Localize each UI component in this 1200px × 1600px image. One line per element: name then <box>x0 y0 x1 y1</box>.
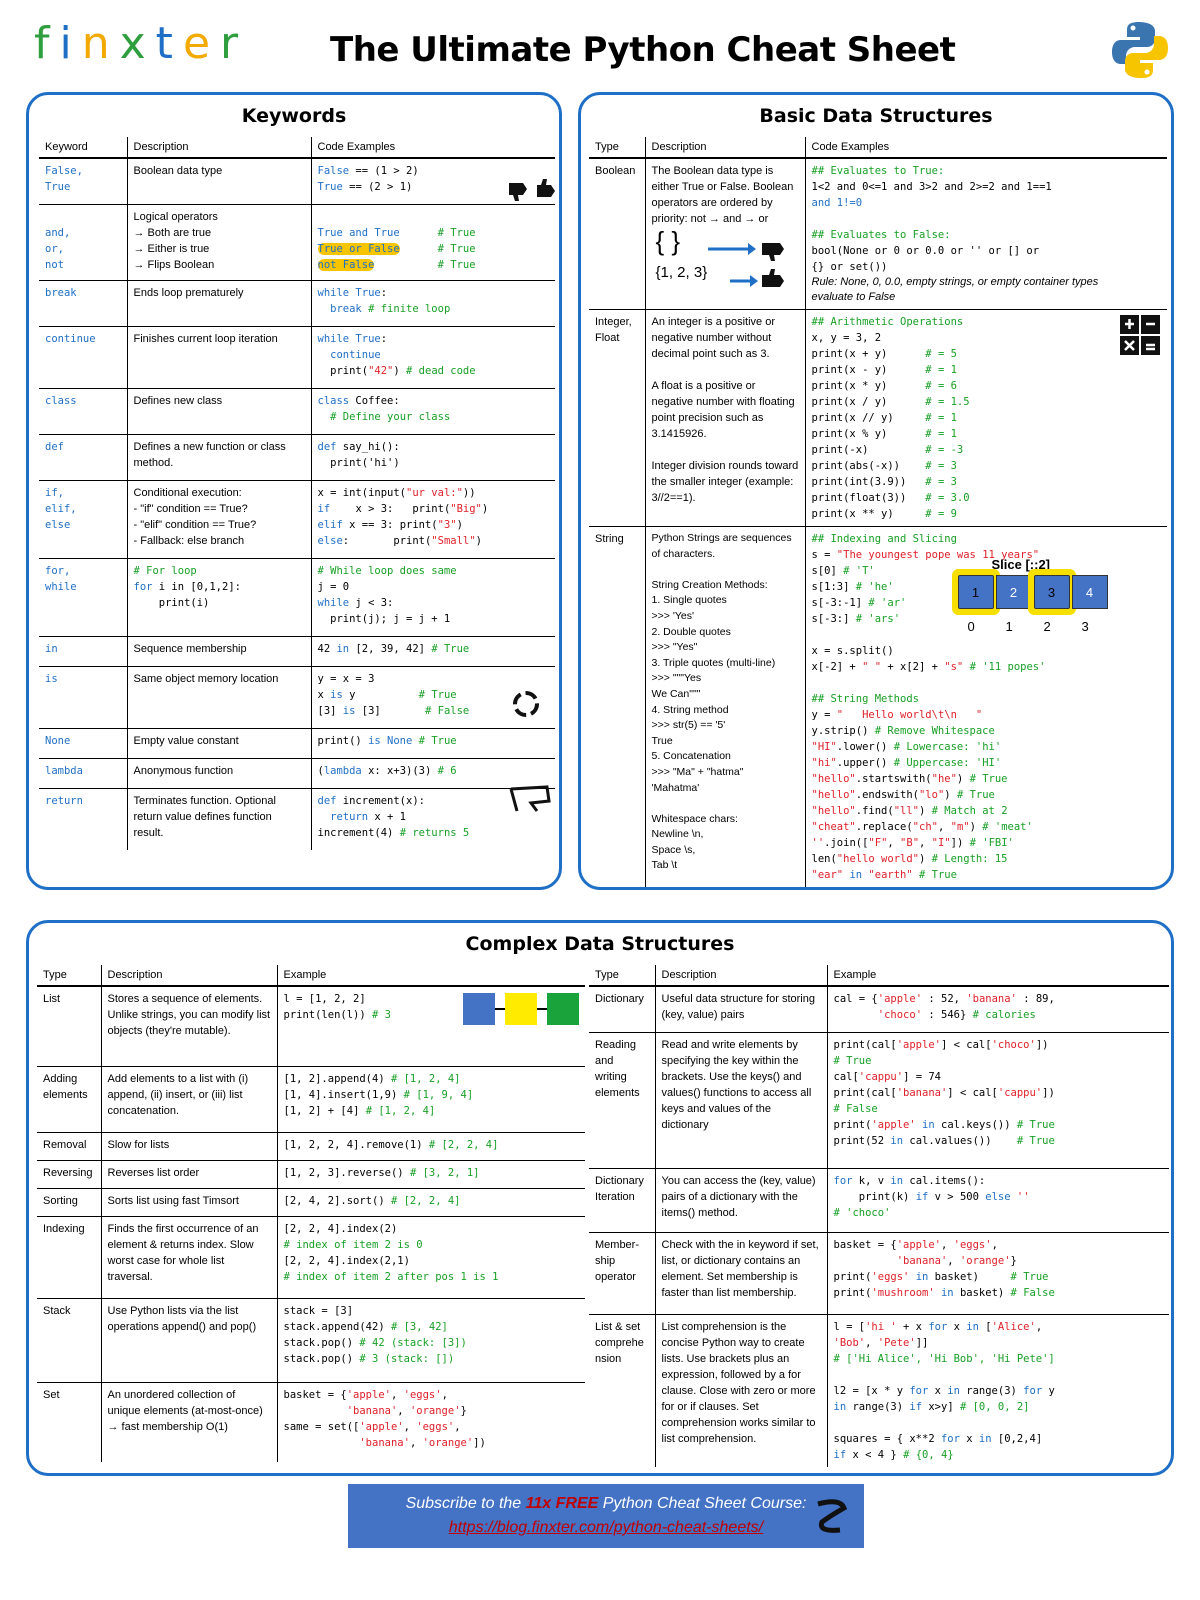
finxter-logo: finxter <box>34 18 249 69</box>
table-row <box>589 310 1167 527</box>
code-cell: (lambda x: x+3)(3) # 6 <box>311 758 555 788</box>
keywords-title: Keywords <box>241 105 347 127</box>
type-cell: Removal <box>37 1132 101 1160</box>
nonempty-set: {1, 2, 3} <box>655 264 708 281</box>
keyword-cell: if, elif, else <box>39 480 127 558</box>
description-cell: Defines a new function or class method. <box>127 434 311 480</box>
code-cell: [1, 2].append(4) # [1, 2, 4] [1, 4].insert(1,9) # [1, 9, 4] [1, 2] + [4] # [1, 2, 4] <box>277 1066 585 1132</box>
code-cell: [2, 2, 4].index(2) # index of item 2 is 0 [2, 2, 4].index(2,1) # index of item 2 after pos 1 is 1 <box>277 1216 585 1298</box>
table-row <box>39 280 555 326</box>
description-cell: Check with the in keyword if set, list, or dictionary contains an element. Set membership is faster than list membership. <box>655 1232 827 1314</box>
description-cell: Sequence membership <box>127 636 311 666</box>
keyword-cell: continue <box>39 326 127 388</box>
list-blocks-icon <box>463 993 581 1027</box>
code-cell: False == (1 > 2) True == (2 > 1) <box>311 158 555 204</box>
description-cell: Boolean data type <box>127 158 311 204</box>
code-cell: cal = {'apple' : 52, 'banana' : 89, 'choco' : 546} # calories <box>827 986 1169 1032</box>
description-cell: Reverses list order <box>101 1160 277 1188</box>
description-cell: Ends loop prematurely <box>127 280 311 326</box>
code-cell: y = x = 3 x is y # True [3] is [3] # False <box>311 666 555 728</box>
table-row <box>37 1298 585 1382</box>
code-cell: while True: continue print("42") # dead code <box>311 326 555 388</box>
keyword-cell: return <box>39 788 127 850</box>
type-cell: Indexing <box>37 1216 101 1298</box>
table-row <box>589 527 1167 888</box>
keyword-cell: False, True <box>39 158 127 204</box>
code-cell: 42 in [2, 39, 42] # True <box>311 636 555 666</box>
keyword-cell: None <box>39 728 127 758</box>
table-row <box>39 480 555 558</box>
slice-index: 2 <box>1043 619 1051 634</box>
calculator-icon <box>1119 314 1161 356</box>
subscribe-banner: Subscribe to the 11x FREE Python Cheat Sheet Course: https://blog.finxter.com/python-cheat-sheets/ <box>348 1484 864 1548</box>
col-header: Type <box>589 137 645 158</box>
code-cell: [2, 4, 2].sort() # [2, 2, 4] <box>277 1188 585 1216</box>
course-link[interactable]: https://blog.finxter.com/python-cheat-sheets/ <box>448 1519 764 1536</box>
complex-title: Complex Data Structures <box>465 933 735 955</box>
for-loop-code: # For loop for i in [0,1,2]: print(i) <box>127 558 311 636</box>
code-cell: print() is None # True <box>311 728 555 758</box>
keyword-cell: for, while <box>39 558 127 636</box>
code-cell: basket = {'apple', 'eggs', 'banana', 'orange'} same = set(['apple', 'eggs', 'banana', 'orange']) <box>277 1382 585 1462</box>
keyword-cell: in <box>39 636 127 666</box>
code-cell: print(cal['apple'] < cal['choco']) # True cal['cappu'] = 74 print(cal['banana'] < cal['cappu']) # False print('apple' in cal.keys()) # True print(52 in cal.values()) # True <box>827 1032 1169 1168</box>
type-cell: Dictionary Iteration <box>589 1168 655 1232</box>
col-header: Description <box>655 965 827 986</box>
code-cell: [1, 2, 2, 4].remove(1) # [2, 2, 4] <box>277 1132 585 1160</box>
complex-data-structures-panel <box>26 920 1174 1476</box>
keyword-cell: class <box>39 388 127 434</box>
code-cell: stack = [3] stack.append(42) # [3, 42] stack.pop() # 42 (stack: [3]) stack.pop() # 3 (stack: []) <box>277 1298 585 1382</box>
type-cell: Boolean <box>589 158 645 310</box>
table-row <box>39 758 555 788</box>
type-cell: Sorting <box>37 1188 101 1216</box>
code-cell: def increment(x): return x + 1 increment(4) # returns 5 <box>311 788 555 850</box>
code-cell: class Coffee: # Define your class <box>311 388 555 434</box>
description-cell: Python Strings are sequences of characters. String Creation Methods: 1. Single quotes >>> 'Yes' 2. Double quotes >>> "Yes" 3. Triple quotes (multi-line) >>> """Yes We Can""" 4. String method >>> str(5) == '5' True 5. Concatenation >>> "Ma" + "hatma" 'Mahatma' Whitespace chars: Newline \n, Space \s, Tab \t <box>645 527 805 888</box>
table-row <box>37 986 585 1066</box>
complex-left-table <box>37 965 585 1462</box>
table-row <box>589 1168 1169 1232</box>
description-cell: Empty value constant <box>127 728 311 758</box>
keyword-cell: is <box>39 666 127 728</box>
keyword-cell: def <box>39 434 127 480</box>
python-logo-icon <box>1108 18 1172 82</box>
description-cell: Read and write elements by specifying the key within the brackets. Use the keys() and values() functions to access all keys and values of the dictionary <box>655 1032 827 1168</box>
col-header: Example <box>827 965 1169 986</box>
description-cell: Anonymous function <box>127 758 311 788</box>
basic-data-structures-panel <box>578 92 1174 890</box>
keyword-cell: lambda <box>39 758 127 788</box>
type-cell: List <box>37 986 101 1066</box>
type-cell: Set <box>37 1382 101 1462</box>
complex-right-table <box>589 965 1169 1467</box>
type-cell: Stack <box>37 1298 101 1382</box>
col-header: Description <box>127 137 311 158</box>
description-cell: Use Python lists via the list operations append() and pop() <box>101 1298 277 1382</box>
lambda-sign-icon <box>507 783 553 813</box>
slice-index: 1 <box>1005 619 1013 634</box>
type-cell: List & set comprehe nsion <box>589 1314 655 1467</box>
code-cell: basket = {'apple', 'eggs', 'banana', 'orange'} print('eggs' in basket) # True print('mushroom' in basket) # False <box>827 1232 1169 1314</box>
description-cell: List comprehension is the concise Python way to create lists. Use brackets plus an expression, followed by a for clause. Close with zero or more for or if clauses. Set comprehension works similar to list comprehension. <box>655 1314 827 1467</box>
table-row <box>39 666 555 728</box>
code-cell: l = ['hi ' + x for x in ['Alice', 'Bob', 'Pete']] # ['Hi Alice', 'Hi Bob', 'Hi Pete'] l2 = [x * y for x in range(3) for y in range(3) if x>y] # [0, 0, 2] squares = { x**2 for x in [0,2,4] if x < 4 } # {0, 4} <box>827 1314 1169 1467</box>
type-cell: Reading and writing elements <box>589 1032 655 1168</box>
slice-cell: 1 <box>958 575 994 609</box>
col-header: Keyword <box>39 137 127 158</box>
table-row <box>37 1066 585 1132</box>
page-title: The Ultimate Python Cheat Sheet <box>330 30 956 70</box>
table-row <box>589 1032 1169 1168</box>
description-cell: Useful data structure for storing (key, value) pairs <box>655 986 827 1032</box>
keywords-panel <box>26 92 562 890</box>
description-cell: Sorts list using fast Timsort <box>101 1188 277 1216</box>
code-cell: ## Evaluates to True: 1<2 and 0<=1 and 3>2 and 2>=2 and 1==1 and 1!=0 ## Evaluates to False: bool(None or 0 or 0.0 or '' or [] or {} or set()) Rule: None, 0, 0.0, empty strings, or empty container types evaluate to False <box>805 158 1167 310</box>
code-cell: ## Indexing and Slicing s = "The youngest pope was 11 years" s[0] # 'T' s[1:3] # 'he' s[-3:-1] # 'ar' s[-3:] # 'ars' x = s.split() x[-2] + " " + x[2] + "s" # '11 popes' ## String Methods y = " Hello world\t\n " y.strip() # Remove Whitespace "HI".lower() # Lowercase: 'hi' "hi".upper() # Uppercase: 'HI' "hello".startswith("he") # True "hello".endswith("lo") # True "hello".find("ll") # Match at 2 "cheat".replace("ch", "m") # 'meat' ''.join(["F", "B", "I"]) # 'FBI' len("hello world") # Length: 15 "ear" in "earth" # True Slice [::2] 1 2 3 4 0 1 2 3 <box>805 527 1167 888</box>
description-cell: Finishes current loop iteration <box>127 326 311 388</box>
description-cell: Same object memory location <box>127 666 311 728</box>
code-cell: l = [1, 2, 2] print(len(l)) # 3 <box>277 986 585 1066</box>
table-row <box>589 1232 1169 1314</box>
description-cell: The Boolean data type is either True or False. Boolean operators are ordered by priority: not → and → or { } {1, 2, 3} <box>645 158 805 310</box>
description-cell: You can access the (key, value) pairs of a dictionary with the items() method. <box>655 1168 827 1232</box>
code-cell: [1, 2, 3].reverse() # [3, 2, 1] <box>277 1160 585 1188</box>
table-row <box>589 158 1167 310</box>
description-cell: An unordered collection of unique elements (at-most-once) → fast membership O(1) <box>101 1382 277 1462</box>
description-cell: Stores a sequence of elements. Unlike strings, you can modify list objects (they're mutable). <box>101 986 277 1066</box>
table-row <box>39 204 555 280</box>
table-row <box>37 1382 585 1462</box>
table-row <box>39 326 555 388</box>
col-header: Code Examples <box>805 137 1167 158</box>
description-cell: Slow for lists <box>101 1132 277 1160</box>
code-cell: ## Arithmetic Operations x, y = 3, 2 print(x + y) # = 5 print(x - y) # = 1 print(x * y) # = 6 print(x / y) # = 1.5 print(x // y) # = 1 print(x % y) # = 1 print(-x) # = -3 print(abs(-x)) # = 3 print(int(3.9)) # = 3 print(float(3)) # = 3.0 print(x ** y) # = 9 <box>805 310 1167 527</box>
type-cell: Adding elements <box>37 1066 101 1132</box>
table-row <box>37 1216 585 1298</box>
arrow-thumbs-icon <box>708 239 798 295</box>
loop-icon <box>509 687 543 721</box>
col-header: Code Examples <box>311 137 555 158</box>
slice-cell: 3 <box>1034 575 1070 609</box>
col-header: Type <box>589 965 655 986</box>
description-cell: Add elements to a list with (i) append, (ii) insert, or (iii) list concatenation. <box>101 1066 277 1132</box>
code-cell: for k, v in cal.items(): print(k) if v > 500 else '' # 'choco' <box>827 1168 1169 1232</box>
type-cell: Integer, Float <box>589 310 645 527</box>
table-row <box>589 986 1169 1032</box>
type-cell: Dictionary <box>589 986 655 1032</box>
slice-index: 0 <box>967 619 975 634</box>
type-cell: String <box>589 527 645 888</box>
table-row <box>39 788 555 850</box>
empty-set: { } <box>655 226 681 256</box>
basic-table <box>589 137 1167 887</box>
code-cell: x = int(input("ur val:")) if x > 3: print("Big") elif x == 3: print("3") else: print("Small") <box>311 480 555 558</box>
col-header: Type <box>37 965 101 986</box>
thumbs-icon <box>507 177 559 203</box>
code-cell: True and True # True True or False # True not False # True <box>311 204 555 280</box>
type-cell: Reversing <box>37 1160 101 1188</box>
table-row <box>39 728 555 758</box>
slice-index: 3 <box>1081 619 1089 634</box>
table-row <box>37 1188 585 1216</box>
slice-cell: 2 <box>996 575 1032 609</box>
table-row <box>37 1132 585 1160</box>
description-cell: Defines new class <box>127 388 311 434</box>
table-row <box>589 1314 1169 1467</box>
description-cell: An integer is a positive or negative number without decimal point such as 3. A float is a positive or negative number with floating point precision such as 3.1415926. Integer division rounds toward the smaller integer (example: 3//2==1). <box>645 310 805 527</box>
table-row <box>39 636 555 666</box>
table-row <box>39 158 555 204</box>
slice-label: Slice [::2] <box>991 557 1051 572</box>
table-row <box>39 558 555 636</box>
snake-icon <box>810 1496 854 1536</box>
col-header: Description <box>645 137 805 158</box>
description-cell: Finds the first occurrence of an element & returns index. Slow worst case for whole list traversal. <box>101 1216 277 1298</box>
type-cell: Member- ship operator <box>589 1232 655 1314</box>
description-cell: Terminates function. Optional return value defines function result. <box>127 788 311 850</box>
basic-title: Basic Data Structures <box>759 105 993 127</box>
while-loop-code: # While loop does same j = 0 while j < 3: print(j); j = j + 1 <box>311 558 555 636</box>
code-cell: def say_hi(): print('hi') <box>311 434 555 480</box>
table-row <box>39 434 555 480</box>
table-row <box>37 1160 585 1188</box>
description-cell: Conditional execution: - "if" condition == True? - "elif" condition == True? - Fallback: else branch <box>127 480 311 558</box>
keyword-cell: and, or, not <box>39 204 127 280</box>
table-row <box>39 388 555 434</box>
keywords-table <box>39 137 555 850</box>
slice-cell: 4 <box>1072 575 1108 609</box>
col-header: Description <box>101 965 277 986</box>
description-cell: Logical operators → Both are true → Either is true → Flips Boolean <box>127 204 311 280</box>
col-header: Example <box>277 965 585 986</box>
keyword-cell: break <box>39 280 127 326</box>
code-cell: while True: break # finite loop <box>311 280 555 326</box>
